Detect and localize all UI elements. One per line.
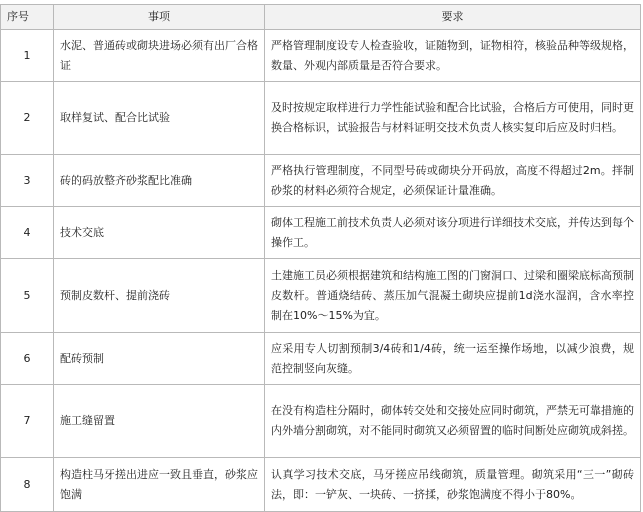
row-item: 水泥、普通砖或砌块进场必须有出厂合格证 bbox=[54, 30, 265, 82]
row-requirement: 及时按规定取样进行力学性能试验和配合比试验，合格后方可使用，同时更换合格标识，试验报告与材料证明交技术负责人核实复印后应及时归档。 bbox=[265, 82, 641, 155]
row-number: 8 bbox=[1, 458, 54, 512]
row-item: 技术交底 bbox=[54, 207, 265, 259]
table-row bbox=[1, 385, 641, 458]
header-number: 序号 bbox=[1, 5, 54, 30]
row-requirement: 在没有构造柱分隔时，砌体转交处和交接处应同时砌筑，严禁无可靠措施的内外墙分割砌筑，对不能同时砌筑又必须留置的临时间断处应砌筑成斜搓。 bbox=[265, 385, 641, 458]
row-item: 取样复试、配合比试验 bbox=[54, 82, 265, 155]
table-row bbox=[1, 30, 641, 82]
row-number: 5 bbox=[1, 259, 54, 333]
row-requirement: 土建施工员必须根据建筑和结构施工图的门窗洞口、过梁和圈梁底标高预制皮数杆。普通烧结砖、蒸压加气混凝土砌块应提前1d浇水湿润，含水率控制在10%～15%为宜。 bbox=[265, 259, 641, 333]
row-item: 施工缝留置 bbox=[54, 385, 265, 458]
table-row bbox=[1, 155, 641, 207]
table-row bbox=[1, 458, 641, 512]
row-item: 预制皮数杆、提前浇砖 bbox=[54, 259, 265, 333]
row-item: 砖的码放整齐砂浆配比准确 bbox=[54, 155, 265, 207]
row-requirement: 认真学习技术交底，马牙搓应吊线砌筑，质量管理。砌筑采用“三一”砌砖法，即：一铲灰、一块砖、一挤揉，砂浆饱满度不得小于80%。 bbox=[265, 458, 641, 512]
row-item: 配砖预制 bbox=[54, 333, 265, 385]
header-row bbox=[1, 5, 641, 30]
requirements-table bbox=[0, 4, 641, 512]
row-requirement: 应采用专人切割预制3/4砖和1/4砖，统一运至操作场地，以减少浪费，规范控制竖向灰缝。 bbox=[265, 333, 641, 385]
row-number: 6 bbox=[1, 333, 54, 385]
row-item: 构造柱马牙搓出进应一致且垂直，砂浆应饱满 bbox=[54, 458, 265, 512]
row-number: 3 bbox=[1, 155, 54, 207]
row-requirement: 严格管理制度设专人检查验收，证随物到，证物相符，核验品种等级规格，数量、外观内部质量是否符合要求。 bbox=[265, 30, 641, 82]
table-row bbox=[1, 207, 641, 259]
header-item: 事项 bbox=[54, 5, 265, 30]
row-requirement: 严格执行管理制度，不同型号砖或砌块分开码放，高度不得超过2m。拌制砂浆的材料必须符合规定，必须保证计量准确。 bbox=[265, 155, 641, 207]
row-number: 2 bbox=[1, 82, 54, 155]
header-requirement: 要求 bbox=[265, 5, 641, 30]
row-requirement: 砌体工程施工前技术负责人必须对该分项进行详细技术交底，并传达到每个操作工。 bbox=[265, 207, 641, 259]
row-number: 1 bbox=[1, 30, 54, 82]
row-number: 7 bbox=[1, 385, 54, 458]
table-row bbox=[1, 333, 641, 385]
row-number: 4 bbox=[1, 207, 54, 259]
table-row bbox=[1, 82, 641, 155]
table-row bbox=[1, 259, 641, 333]
